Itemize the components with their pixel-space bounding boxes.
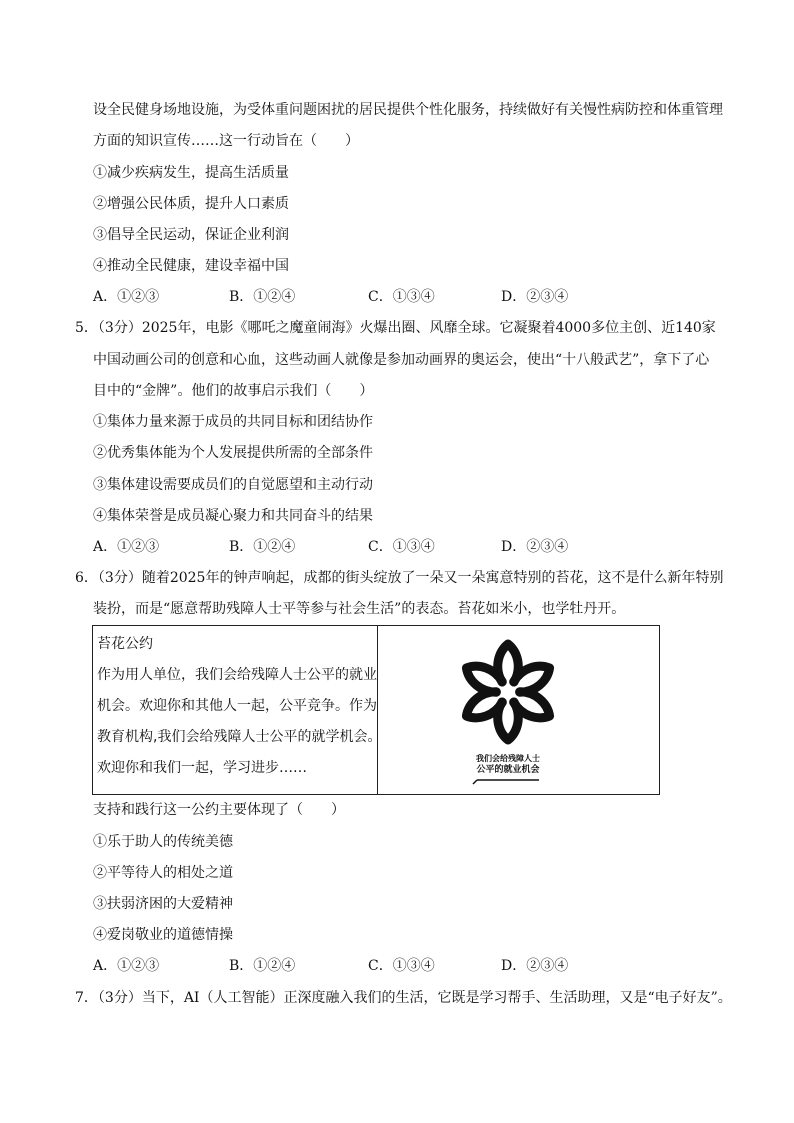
q5-option-a[interactable]: A．①②③: [93, 539, 160, 555]
q5-item-2: ②优秀集体能为个人发展提供所需的全部条件: [93, 445, 373, 461]
q4-item-4: ④推动全民健康，建设幸福中国: [93, 258, 289, 274]
q4-stem-line-2: 方面的知识宣传……这一行动旨在（ ）: [93, 133, 359, 149]
box-divider: [377, 626, 378, 794]
q6-stem-line-1: 6．（3分）随着2025年的钟声响起，成都的街头绽放了一朵又一朵寓意特别的苔花，这不是什么新年特别: [75, 570, 724, 586]
q4-option-c[interactable]: C．①③④: [368, 289, 435, 305]
q5-stem-line-3: 目中的“金牌”。他们的故事启示我们（ ）: [93, 383, 374, 399]
q5-item-3: ③集体建设需要成员们的自觉愿望和主动行动: [93, 477, 373, 493]
q6-question: 支持和践行这一公约主要体现了（ ）: [93, 802, 345, 818]
q4-option-d[interactable]: D．②③④: [501, 289, 569, 305]
pledge-line-3: 教育机构,我们会给残障人士公平的就学机会。: [97, 729, 382, 745]
q6-stem-line-2: 装扮，而是“愿意帮助残障人士平等参与社会生活”的表态。苔花如米小，也学牡丹开。: [93, 601, 626, 617]
q6-item-4: ④爱岗敬业的道德情操: [93, 927, 233, 943]
q4-option-b[interactable]: B．①②④: [229, 289, 296, 305]
flower-icon: [433, 634, 583, 754]
logo-caption-2: 公平的就业机会: [476, 765, 540, 775]
q6-item-1: ①乐于助人的传统美德: [93, 834, 233, 850]
q5-option-b[interactable]: B．①②④: [229, 539, 296, 555]
pledge-line-2: 机会。欢迎你和其他人一起，公平竞争。作为: [97, 698, 377, 714]
q5-stem-line-1: 5．（3分）2025年，电影《哪吒之魔童闹海》火爆出圈、风靡全球。它凝聚着4000多位主创、近140家: [75, 320, 716, 336]
logo-caption-1: 我们会给残障人士: [476, 754, 540, 763]
q5-item-4: ④集体荣誉是成员凝心聚力和共同奋斗的结果: [93, 508, 373, 524]
q5-item-1: ①集体力量来源于成员的共同目标和团结协作: [93, 414, 373, 430]
pledge-line-1: 作为用人单位，我们会给残障人士公平的就业: [97, 667, 377, 683]
q6-option-d[interactable]: D．②③④: [501, 958, 569, 974]
q6-item-3: ③扶弱济困的大爱精神: [93, 896, 233, 912]
pledge-line-4: 欢迎你和我们一起，学习进步……: [97, 760, 307, 776]
q5-option-c[interactable]: C．①③④: [368, 539, 435, 555]
pledge-box: [92, 625, 660, 795]
q4-item-1: ①减少疾病发生，提高生活质量: [93, 165, 289, 181]
q5-stem-line-2: 中国动画公司的创意和心血，这些动画人就像是参加动画界的奥运会，使出“十八般武艺”，拿下了心: [93, 352, 710, 368]
q6-item-2: ②平等待人的相处之道: [93, 865, 233, 881]
q4-stem-line-1: 设全民健身场地设施，为受体重问题困扰的居民提供个性化服务，持续做好有关慢性病防控和体重管理: [93, 102, 723, 118]
q7-stem-line-1: 7．（3分）当下，AI（人工智能）正深度融入我们的生活，它既是学习帮手、生活助理，又是“电子好友”。: [75, 990, 732, 1006]
q4-item-2: ②增强公民体质，提升人口素质: [93, 196, 289, 212]
pledge-title: 苔花公约: [97, 636, 153, 652]
q5-option-d[interactable]: D．②③④: [501, 539, 569, 555]
q6-option-c[interactable]: C．①③④: [368, 958, 435, 974]
q4-option-a[interactable]: A．①②③: [93, 289, 160, 305]
logo-underline: [433, 777, 583, 785]
q4-item-3: ③倡导全民运动，保证企业利润: [93, 227, 289, 243]
q6-option-b[interactable]: B．①②④: [229, 958, 296, 974]
q6-option-a[interactable]: A．①②③: [93, 958, 160, 974]
moss-flower-logo: [433, 634, 583, 789]
